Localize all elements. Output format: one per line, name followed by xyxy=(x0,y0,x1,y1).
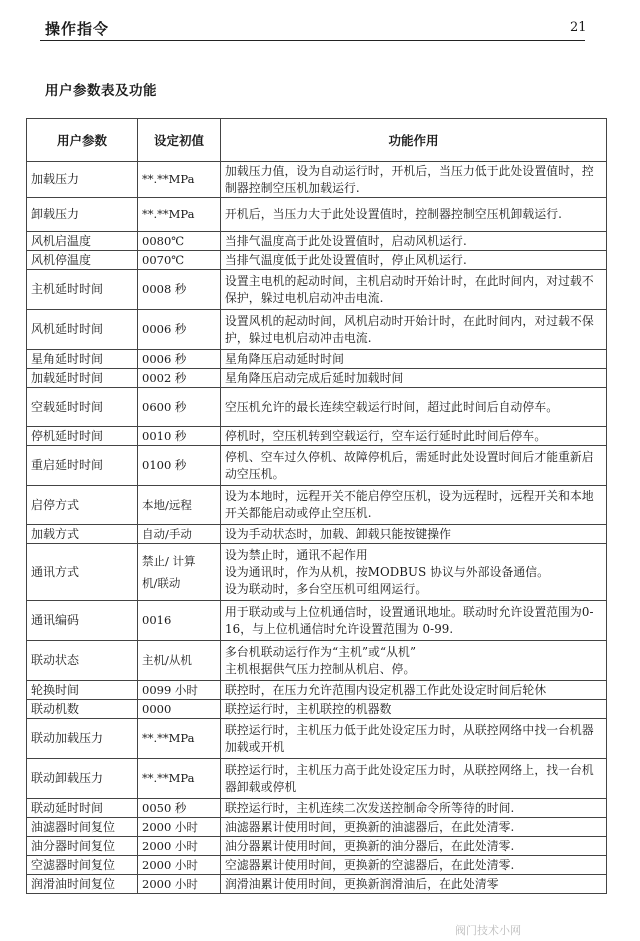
table-row xyxy=(27,270,607,310)
page-header-title: 操作指令 xyxy=(45,20,110,38)
initial-value-cell xyxy=(138,232,221,251)
parameter-name-cell: 轮换时间 xyxy=(27,681,138,700)
initial-value-line: **.**MPa xyxy=(142,172,195,186)
table-row xyxy=(27,350,607,369)
parameter-name-cell: 润滑油时间复位 xyxy=(27,875,138,894)
parameter-name-cell: 联动机数 xyxy=(27,700,138,719)
parameter-name-cell: 风机停温度 xyxy=(27,251,138,270)
parameter-name-cell: 星角延时时间 xyxy=(27,350,138,369)
function-description-line: 空压机允许的最长连续空载运行时间，超过此时间后自动停车。 xyxy=(225,399,559,414)
table-row xyxy=(27,700,607,719)
function-description-line: 设置主电机的起动时间，主机启动时开始计时，在此时间内，对过载不保护，躲过电机启动冲击电流. xyxy=(225,273,594,305)
header-rule xyxy=(40,40,585,41)
initial-value-cell xyxy=(138,759,221,799)
table-row xyxy=(27,232,607,251)
initial-value-line: 0016 xyxy=(142,613,172,627)
function-description-cell xyxy=(221,856,607,875)
function-description-line: 联控运行时，主机连续二次发送控制命令所等待的时间. xyxy=(225,800,515,815)
table-row xyxy=(27,427,607,446)
table-row xyxy=(27,875,607,894)
function-description-cell xyxy=(221,818,607,837)
function-description-cell xyxy=(221,700,607,719)
parameter-name-cell: 通讯方式 xyxy=(27,544,138,601)
initial-value-cell xyxy=(138,700,221,719)
initial-value-line: 0008 秒 xyxy=(142,282,187,296)
table-row xyxy=(27,310,607,350)
table-row xyxy=(27,641,607,681)
initial-value-line: 0006 秒 xyxy=(142,322,187,336)
parameter-name-cell: 联动卸载压力 xyxy=(27,759,138,799)
initial-value-line: 2000 小时 xyxy=(142,838,198,853)
parameter-name-cell: 卸载压力 xyxy=(27,198,138,232)
initial-value-cell xyxy=(138,875,221,894)
initial-value-line: 0100 秒 xyxy=(142,458,187,472)
function-description-cell xyxy=(221,799,607,818)
initial-value-line: 0006 秒 xyxy=(142,351,187,366)
initial-value-line: **.**MPa xyxy=(142,771,195,785)
function-description-line: 主机根据供气压力控制从机启、停。 xyxy=(225,661,416,676)
initial-value-cell xyxy=(138,818,221,837)
table-row xyxy=(27,486,607,525)
function-description-line: 空滤器累计使用时间，更换新的空滤器后，在此处清零. xyxy=(225,857,515,872)
parameter-name-cell: 加载延时时间 xyxy=(27,369,138,388)
function-description-cell xyxy=(221,601,607,641)
function-description-line: 润滑油累计使用时间，更换新润滑油后，在此处清零 xyxy=(225,876,499,891)
initial-value-cell xyxy=(138,369,221,388)
parameter-name-cell: 空滤器时间复位 xyxy=(27,856,138,875)
initial-value-line: **.**MPa xyxy=(142,207,195,221)
initial-value-line: 2000 小时 xyxy=(142,857,198,872)
table-body xyxy=(27,162,607,894)
initial-value-line: **.**MPa xyxy=(142,731,195,745)
function-description-cell xyxy=(221,641,607,681)
initial-value-cell xyxy=(138,525,221,544)
initial-value-cell xyxy=(138,251,221,270)
function-description-cell xyxy=(221,719,607,759)
parameter-name-cell: 停机延时时间 xyxy=(27,427,138,446)
function-description-line: 加载压力值，设为自动运行时，开机后，当压力低于此处设置值时，控制器控制空压机加载运行. xyxy=(225,163,594,195)
function-description-line: 设为联动时，多台空压机可组网运行。 xyxy=(225,581,428,596)
table-header-row xyxy=(27,119,607,162)
initial-value-line: 主机/从机 xyxy=(142,653,192,667)
initial-value-line: 0070℃ xyxy=(142,252,185,267)
function-description-cell xyxy=(221,837,607,856)
function-description-cell xyxy=(221,388,607,427)
function-description-cell xyxy=(221,875,607,894)
table-row xyxy=(27,198,607,232)
initial-value-line: 2000 小时 xyxy=(142,819,198,834)
parameter-name-cell: 主机延时时间 xyxy=(27,270,138,310)
function-description-line: 油滤器累计使用时间，更换新的油滤器后，在此处清零. xyxy=(225,819,515,834)
page-number: 21 xyxy=(570,20,587,35)
function-description-cell xyxy=(221,759,607,799)
function-description-cell xyxy=(221,427,607,446)
function-description-line: 联控运行时，主机压力高于此处设定压力时，从联控网络上，找一台机器卸载或停机 xyxy=(225,762,594,794)
initial-value-cell xyxy=(138,198,221,232)
initial-value-cell xyxy=(138,856,221,875)
column-header-initial-value: 设定初值 xyxy=(138,119,221,162)
parameter-name-cell: 油滤器时间复位 xyxy=(27,818,138,837)
table-row xyxy=(27,601,607,641)
parameter-name-cell: 启停方式 xyxy=(27,486,138,525)
parameter-name-cell: 联动状态 xyxy=(27,641,138,681)
initial-value-cell xyxy=(138,162,221,198)
function-description-cell xyxy=(221,525,607,544)
parameter-name-cell: 联动延时时间 xyxy=(27,799,138,818)
initial-value-cell xyxy=(138,486,221,525)
table-row xyxy=(27,799,607,818)
initial-value-cell xyxy=(138,427,221,446)
user-parameter-table xyxy=(26,118,607,894)
initial-value-cell xyxy=(138,837,221,856)
table-row xyxy=(27,388,607,427)
initial-value-cell xyxy=(138,799,221,818)
function-description-line: 当排气温度高于此处设置值时，启动风机运行. xyxy=(225,233,467,248)
table-row xyxy=(27,681,607,700)
parameter-name-cell: 风机延时时间 xyxy=(27,310,138,350)
initial-value-cell xyxy=(138,388,221,427)
table-row xyxy=(27,544,607,601)
table-row xyxy=(27,719,607,759)
parameter-name-cell: 油分器时间复位 xyxy=(27,837,138,856)
initial-value-cell xyxy=(138,601,221,641)
function-description-line: 设为手动状态时，加载、卸载只能按键操作 xyxy=(225,526,452,541)
initial-value-line: 0050 秒 xyxy=(142,800,187,815)
function-description-line: 用于联动或与上位机通信时，设置通讯地址。联动时允许设置范围为0-16，与上位机通信时允许设置范围为 0-99. xyxy=(225,604,594,636)
table-row xyxy=(27,856,607,875)
function-description-line: 当排气温度低于此处设置值时，停止风机运行. xyxy=(225,252,467,267)
parameter-name-cell: 重启延时时间 xyxy=(27,446,138,486)
initial-value-line: 本地/远程 xyxy=(142,497,192,512)
parameter-name-cell: 空载延时时间 xyxy=(27,388,138,427)
function-description-line: 多台机联动运行作为“主机”或“从机” xyxy=(225,644,417,659)
function-description-line: 设为禁止时，通讯不起作用 xyxy=(225,547,368,562)
function-description-cell xyxy=(221,486,607,525)
function-description-line: 设为本地时，远程开关不能启停空压机，设为远程时，远程开关和本地开关都能启动或停止空压机. xyxy=(225,489,594,520)
table-row xyxy=(27,251,607,270)
function-description-cell xyxy=(221,198,607,232)
initial-value-line: 0010 秒 xyxy=(142,428,187,443)
initial-value-line: 自动/手动 xyxy=(142,526,192,541)
function-description-line: 设置风机的起动时间，风机启动时开始计时，在此时间内，对过载不保护，躲过电机启动冲击电流. xyxy=(225,313,594,345)
table-row xyxy=(27,818,607,837)
section-title: 用户参数表及功能 xyxy=(45,83,157,99)
function-description-cell xyxy=(221,681,607,700)
table-row xyxy=(27,759,607,799)
initial-value-cell xyxy=(138,544,221,601)
watermark: 阀门技术小网 xyxy=(455,924,521,937)
parameter-name-cell: 加载方式 xyxy=(27,525,138,544)
initial-value-line: 0600 秒 xyxy=(142,399,187,414)
function-description-line: 星角降压启动延时时间 xyxy=(225,351,344,366)
initial-value-cell xyxy=(138,681,221,700)
initial-value-line: 0000 xyxy=(142,701,172,716)
initial-value-line: 2000 小时 xyxy=(142,876,198,891)
function-description-line: 设为通讯时，作为从机，按MODBUS 协议与外部设备通信。 xyxy=(225,564,550,579)
function-description-cell xyxy=(221,251,607,270)
function-description-cell xyxy=(221,544,607,601)
function-description-cell xyxy=(221,446,607,486)
initial-value-cell xyxy=(138,310,221,350)
function-description-line: 联控时，在压力允许范围内设定机器工作此处设定时间后轮休 xyxy=(225,682,547,697)
function-description-line: 开机后，当压力大于此处设置值时，控制器控制空压机卸载运行. xyxy=(225,207,562,221)
table-row xyxy=(27,162,607,198)
initial-value-line: 0080℃ xyxy=(142,233,185,248)
function-description-cell xyxy=(221,310,607,350)
table-row xyxy=(27,837,607,856)
parameter-name-cell: 通讯编码 xyxy=(27,601,138,641)
table-row xyxy=(27,446,607,486)
function-description-cell xyxy=(221,232,607,251)
initial-value-cell xyxy=(138,350,221,369)
function-description-cell xyxy=(221,350,607,369)
initial-value-cell xyxy=(138,446,221,486)
column-header-parameter: 用户参数 xyxy=(27,119,138,162)
parameter-name-cell: 风机启温度 xyxy=(27,232,138,251)
function-description-line: 停机时，空压机转到空载运行，空车运行延时此时间后停车。 xyxy=(225,428,547,443)
function-description-cell xyxy=(221,270,607,310)
initial-value-cell xyxy=(138,641,221,681)
function-description-line: 星角降压启动完成后延时加载时间 xyxy=(225,370,404,385)
column-header-function: 功能作用 xyxy=(221,119,607,162)
initial-value-line: 0002 秒 xyxy=(142,370,187,385)
initial-value-line: 禁止/ 计算 xyxy=(142,554,196,568)
table-row xyxy=(27,525,607,544)
initial-value-line: 0099 小时 xyxy=(142,682,198,697)
parameter-name-cell: 加载压力 xyxy=(27,162,138,198)
table-row xyxy=(27,369,607,388)
function-description-line: 联控运行时，主机联控的机器数 xyxy=(225,701,392,716)
initial-value-cell xyxy=(138,719,221,759)
initial-value-cell xyxy=(138,270,221,310)
function-description-cell xyxy=(221,369,607,388)
function-description-line: 联控运行时，主机压力低于此处设定压力时，从联控网络中找一台机器加载或开机 xyxy=(225,722,594,754)
parameter-name-cell: 联动加载压力 xyxy=(27,719,138,759)
function-description-cell xyxy=(221,162,607,198)
function-description-line: 停机、空车过久停机、故障停机后，需延时此处设置时间后才能重新启动空压机。 xyxy=(225,449,594,481)
function-description-line: 油分器累计使用时间，更换新的油分器后，在此处清零. xyxy=(225,838,515,853)
initial-value-line: 机/联动 xyxy=(142,576,181,590)
